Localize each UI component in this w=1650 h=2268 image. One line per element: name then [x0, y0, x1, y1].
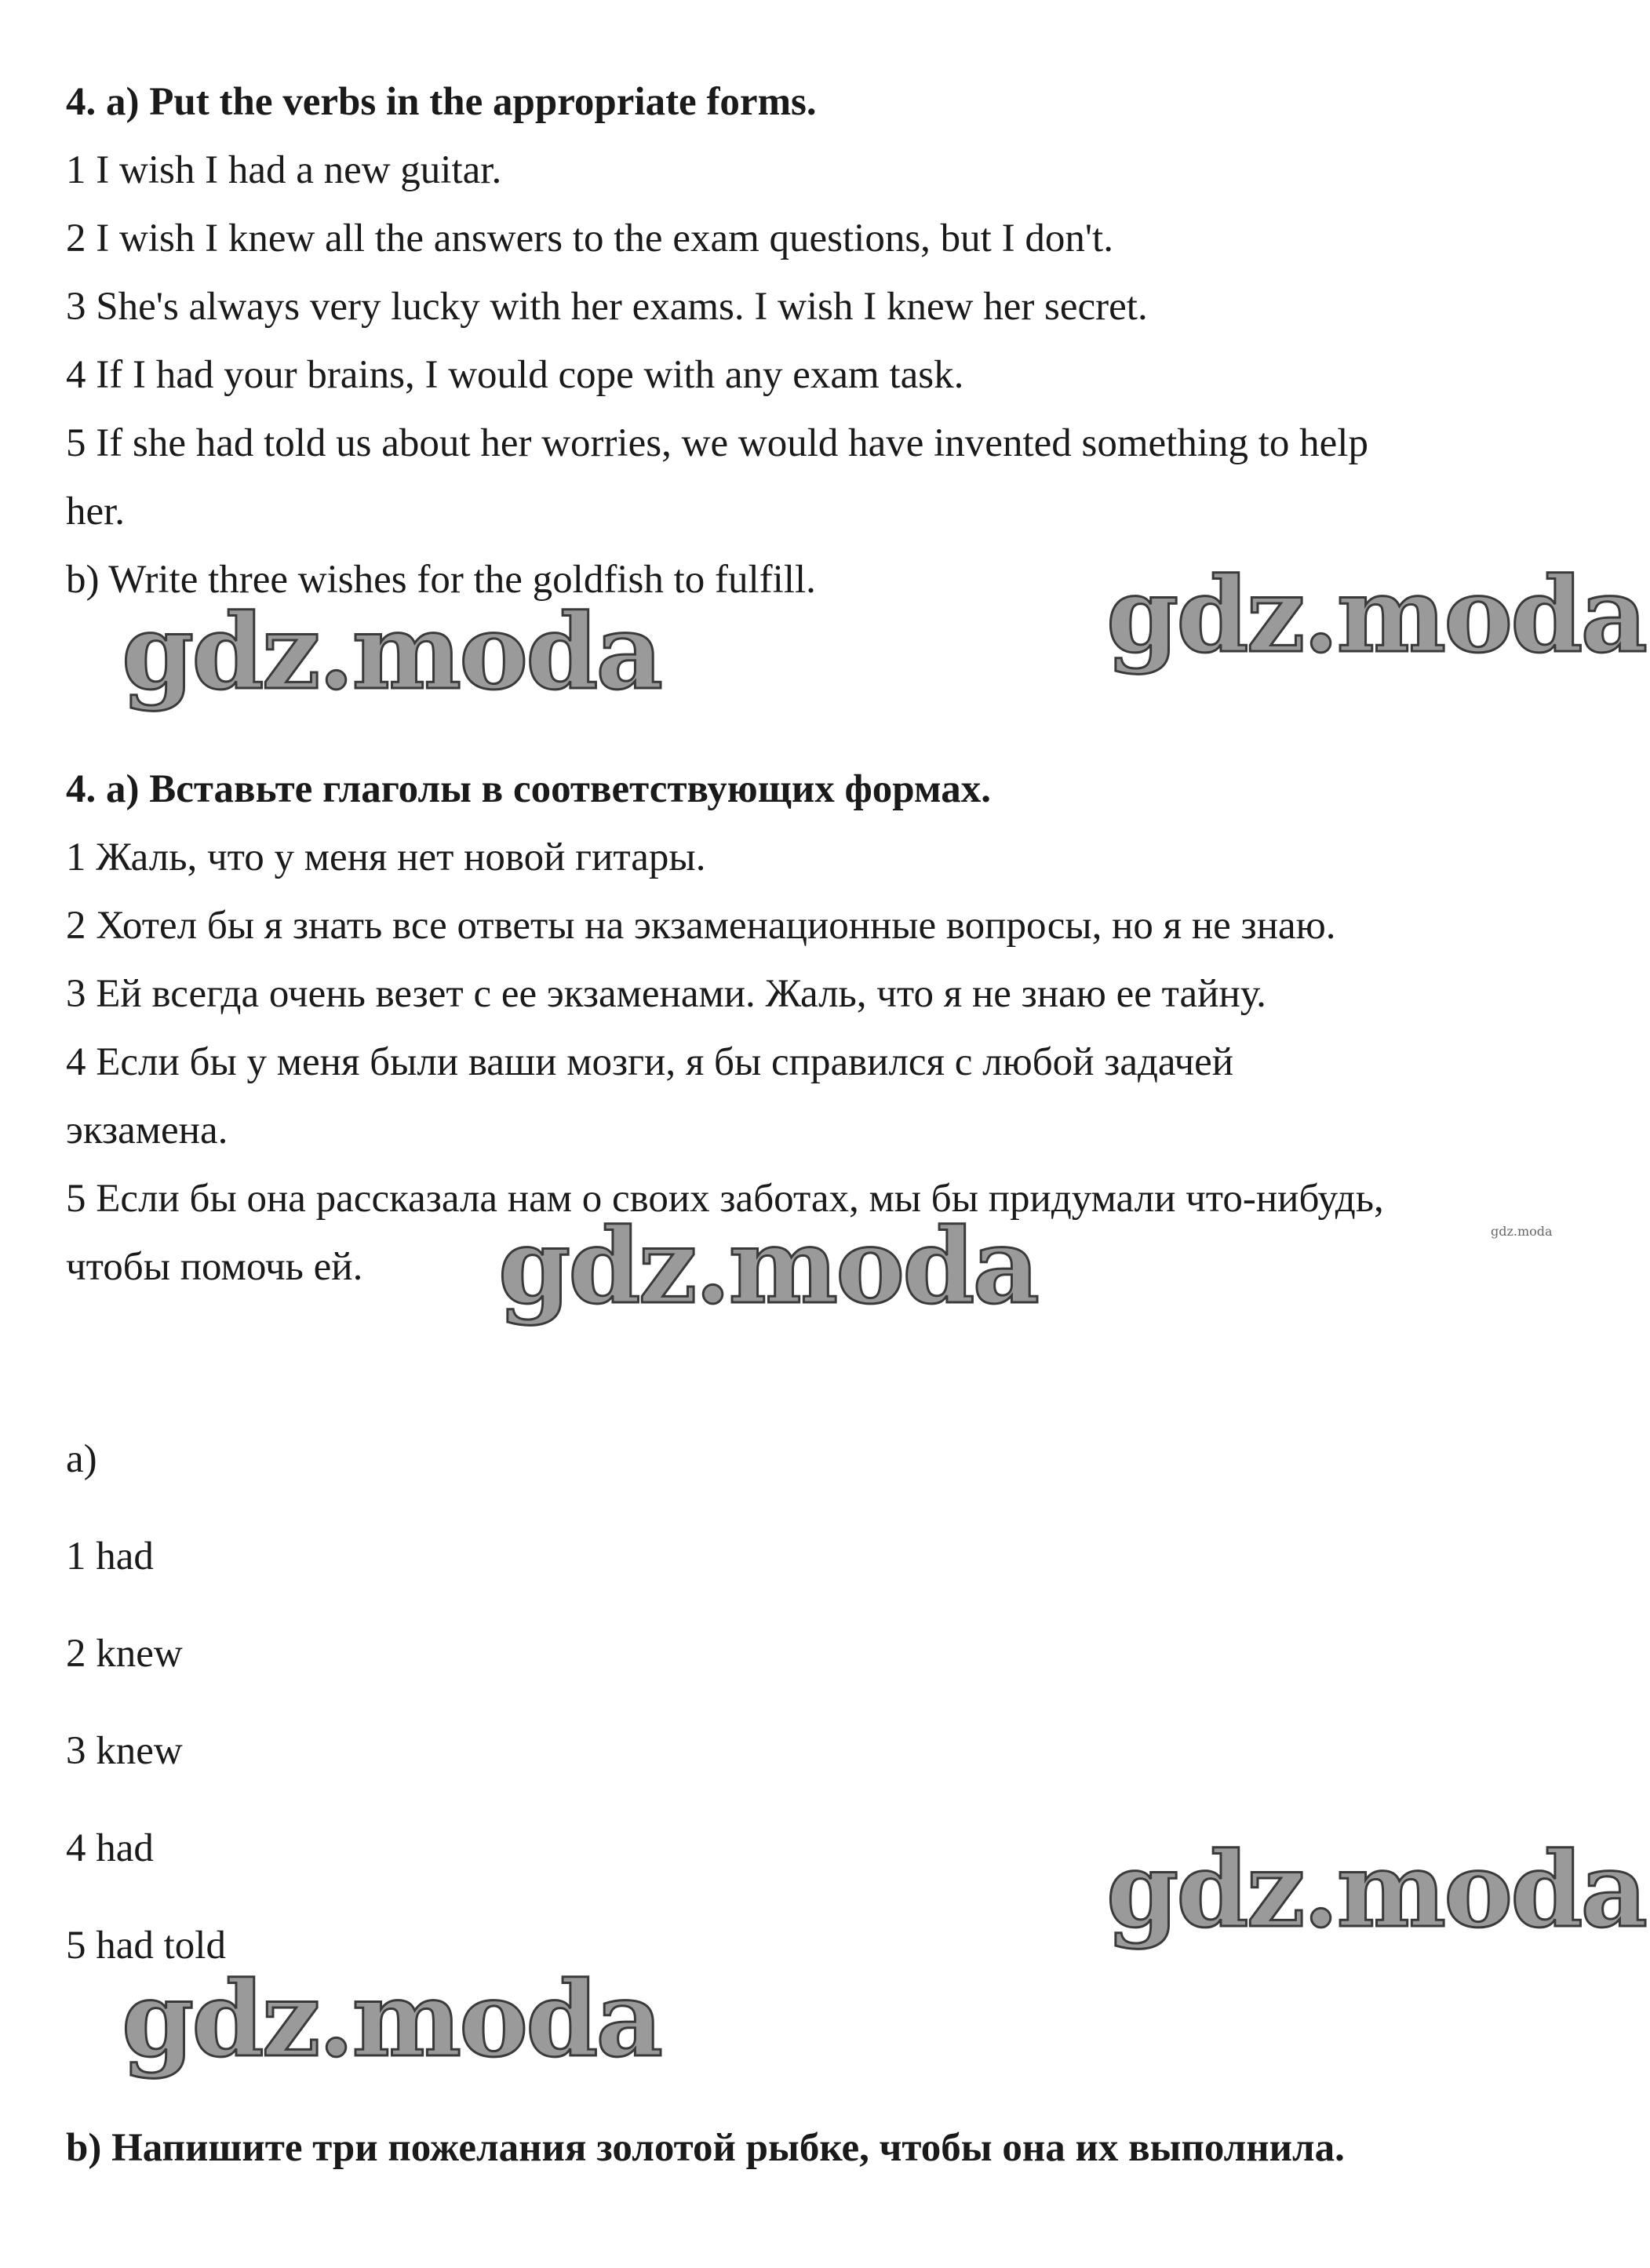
english-item: 4 If I had your brains, I would cope with any exam task.: [66, 353, 964, 397]
russian-item: 2 Хотел бы я знать все ответы на экзаменационные вопросы, но я не знаю.: [66, 904, 1336, 948]
watermark: gdz.moda: [122, 592, 661, 713]
watermark: gdz.moda: [498, 1206, 1038, 1327]
english-item: 1 I wish I had a new guitar.: [66, 148, 502, 192]
russian-item: 4 Если бы у меня были ваши мозги, я бы справился с любой задачей: [66, 1040, 1234, 1084]
russian-part-b: b) Напишите три пожелания золотой рыбке, чтобы она их выполнила.: [66, 2126, 1345, 2170]
answer-item: 4 had: [66, 1826, 154, 1870]
answer-item: 1 had: [66, 1534, 154, 1578]
english-heading: 4. a) Put the verbs in the appropriate forms.: [66, 80, 817, 124]
russian-item: 3 Ей всегда очень везет с ее экзаменами. Жаль, что я не знаю ее тайну.: [66, 972, 1266, 1016]
watermark: gdz.moda: [1106, 555, 1646, 676]
russian-item: экзамена.: [66, 1109, 228, 1152]
answers-label: a): [66, 1437, 97, 1481]
english-item: 5 If she had told us about her worries, we would have invented something to help: [66, 421, 1368, 465]
english-item: her.: [66, 490, 126, 533]
russian-heading: 4. a) Вставьте глаголы в соответствующих формах.: [66, 767, 991, 811]
answer-item: 3 knew: [66, 1729, 183, 1773]
english-part-b: b) Write three wishes for the goldfish to fulfill.: [66, 558, 816, 602]
english-item: 3 She's always very lucky with her exams. I wish I knew her secret.: [66, 285, 1148, 329]
watermark: gdz.moda: [1106, 1829, 1646, 1951]
russian-item: 1 Жаль, что у меня нет новой гитары.: [66, 835, 706, 879]
answer-item: 2 knew: [66, 1632, 183, 1676]
watermark-small: gdz.moda: [1491, 1224, 1553, 1239]
english-item: 2 I wish I knew all the answers to the exam questions, but I don't.: [66, 217, 1113, 260]
watermark: gdz.moda: [122, 1959, 661, 2081]
russian-item: 5 Если бы она рассказала нам о своих заботах, мы бы придумали что-нибудь,: [66, 1177, 1384, 1221]
answer-item: 5 had told: [66, 1924, 226, 1968]
russian-item: чтобы помочь ей.: [66, 1245, 363, 1289]
